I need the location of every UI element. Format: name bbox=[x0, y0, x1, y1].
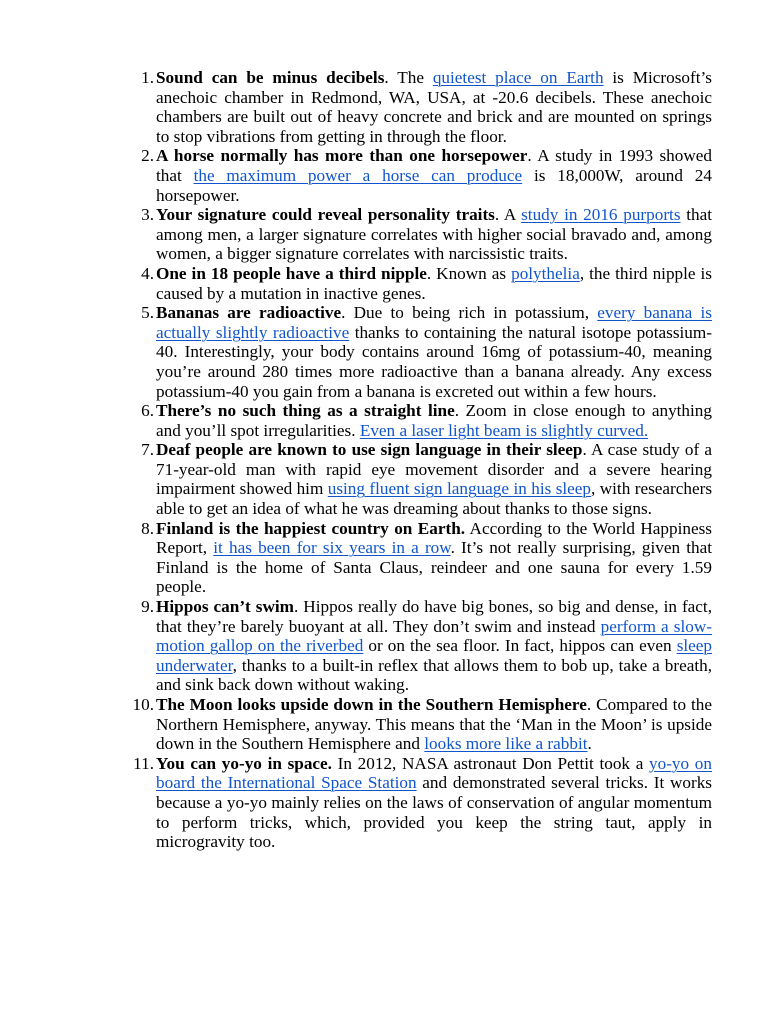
fact-link[interactable]: yo-yo on board the International Space Station bbox=[156, 753, 712, 793]
fact-headline: Sound can be minus decibels bbox=[156, 68, 385, 87]
fact-headline: A horse normally has more than one horsepower bbox=[156, 146, 528, 166]
fact-body-text: thanks to containing the natural isotope potassium-40. Interestingly, your body contains around 16mg of potassium-40, meaning you’re around 280 times more radioactive than a banana already. Any excess potassium-40 you gain from a banana is excreted out within a few hours. bbox=[156, 322, 712, 401]
fact-text bbox=[156, 303, 712, 400]
fact-link[interactable]: looks more like a rabbit bbox=[424, 734, 588, 754]
facts-list bbox=[130, 68, 712, 852]
fact-body-text: . A case study of a 71-year-old man with rapid eye movement disorder and a severe hearing impairment showed him bbox=[156, 440, 712, 499]
fact-link[interactable]: the maximum power a horse can produce bbox=[193, 165, 523, 185]
fact-headline: Deaf people are known to use sign language in their sleep bbox=[156, 440, 583, 460]
fact-body-text: and demonstrated several tricks. It works because a yo-yo mainly relies on the laws of conservation of angular momentum to perform tricks, which, provided you keep the string taut, apply in microgravity too. bbox=[156, 773, 712, 852]
fact-headline: The Moon looks upside down in the Southern Hemisphere bbox=[156, 695, 587, 714]
fact-headline: Finland is the happiest country on Earth. bbox=[156, 518, 466, 538]
fact-link[interactable]: polythelia bbox=[511, 263, 580, 283]
fact-headline: Your signature could reveal personality traits bbox=[156, 205, 495, 225]
fact-item-7 bbox=[130, 440, 712, 518]
fact-headline: Bananas are radioactive bbox=[156, 303, 342, 323]
fact-headline: There’s no such thing as a straight line bbox=[156, 401, 455, 421]
fact-body-text: . Zoom in close enough to anything and you’ll spot irregularities. bbox=[156, 401, 712, 440]
fact-item-3 bbox=[130, 205, 712, 264]
fact-body-text: , the third nipple is caused by a mutation in inactive genes. bbox=[156, 263, 712, 303]
fact-headline: You can yo-yo in space. bbox=[156, 753, 332, 773]
fact-body-text: , thanks to a built-in reflex that allows them to bob up, take a breath, and sink back down without waking. bbox=[156, 655, 712, 695]
fact-text bbox=[156, 440, 712, 518]
fact-text bbox=[156, 68, 712, 146]
fact-item-8 bbox=[130, 519, 712, 597]
fact-body-text: . It’s not really surprising, given that Finland is the home of Santa Claus, reindeer and one sauna for every 1.59 people. bbox=[156, 538, 712, 597]
fact-number: 6. bbox=[141, 401, 154, 421]
fact-body-text: In 2012, NASA astronaut Don Pettit took a bbox=[331, 753, 650, 773]
fact-link[interactable]: perform a slow-motion gallop on the riverbed bbox=[156, 616, 712, 656]
fact-number: 11. bbox=[133, 753, 154, 773]
fact-item-11 bbox=[130, 754, 712, 852]
fact-headline: One in 18 people have a third nipple bbox=[156, 263, 427, 283]
fact-item-4 bbox=[130, 264, 712, 303]
fact-text bbox=[156, 401, 712, 440]
fact-body-text: is Microsoft’s anechoic chamber in Redmond, WA, USA, at -20.6 decibels. These anechoic chambers are built out of heavy concrete and brick and are mounted on springs to stop vibrations from getting in through the floor. bbox=[156, 68, 712, 146]
fact-text bbox=[156, 146, 712, 204]
fact-number: 9. bbox=[141, 597, 154, 617]
fact-number: 1. bbox=[141, 68, 154, 87]
fact-number: 8. bbox=[141, 518, 154, 538]
fact-body-text: . A bbox=[494, 205, 522, 225]
fact-item-5 bbox=[130, 303, 712, 401]
fact-number: 4. bbox=[141, 263, 154, 283]
fact-body-text: . Hippos really do have big bones, so big and dense, in fact, that they’re barely buoyant at all. They don’t swim and instead bbox=[156, 597, 713, 636]
fact-body-text: . bbox=[587, 734, 592, 754]
fact-body-text: . The bbox=[384, 68, 433, 87]
fact-body-text: . Known as bbox=[426, 263, 512, 283]
fact-text bbox=[156, 205, 712, 263]
fact-item-2 bbox=[130, 146, 712, 205]
fact-link[interactable]: it has been for six years in a row bbox=[213, 538, 451, 558]
fact-body-text: or on the sea floor. In fact, hippos can even bbox=[363, 636, 677, 656]
fact-body-text: that among men, a larger signature correlates with higher social bravado and, among women, a bigger signature correlates with narcissistic traits. bbox=[156, 205, 712, 264]
fact-number: 3. bbox=[141, 205, 154, 225]
fact-body-text: . Compared to the Northern Hemisphere, anyway. This means that the ‘Man in the Moon’ is upside down in the Southern Hemisphere and bbox=[156, 695, 712, 754]
fact-body-text: is 18,000W, around 24 horsepower. bbox=[156, 165, 712, 205]
fact-text bbox=[156, 695, 712, 753]
fact-number: 2. bbox=[141, 146, 154, 166]
fact-body-text: , with researchers able to get an idea of what he was dreaming about thanks to those signs. bbox=[156, 479, 713, 519]
fact-number: 7. bbox=[141, 440, 154, 460]
fact-link[interactable]: quietest place on Earth bbox=[432, 68, 604, 87]
fact-body-text: . Due to being rich in potassium, bbox=[341, 303, 598, 323]
fact-item-9 bbox=[130, 597, 712, 695]
fact-text bbox=[156, 597, 712, 694]
fact-link[interactable]: sleep underwater bbox=[156, 636, 713, 675]
fact-link[interactable]: using fluent sign language in his sleep bbox=[327, 479, 592, 499]
fact-text bbox=[156, 519, 712, 597]
fact-body-text: . A study in 1993 showed that bbox=[156, 146, 713, 185]
fact-text bbox=[156, 754, 712, 851]
fact-link[interactable]: every banana is actually slightly radioactive bbox=[156, 303, 712, 342]
fact-number: 10. bbox=[132, 695, 154, 714]
fact-headline: Hippos can’t swim bbox=[156, 597, 294, 617]
fact-item-10 bbox=[130, 695, 712, 754]
fact-link[interactable]: Even a laser light beam is slightly curved. bbox=[359, 420, 649, 440]
fact-number: 5. bbox=[141, 303, 154, 323]
fact-item-1 bbox=[130, 68, 712, 146]
fact-item-6 bbox=[130, 401, 712, 440]
fact-link[interactable]: study in 2016 purports bbox=[521, 205, 681, 225]
fact-body-text: According to the World Happiness Report, bbox=[156, 518, 712, 558]
fact-text bbox=[156, 264, 712, 303]
